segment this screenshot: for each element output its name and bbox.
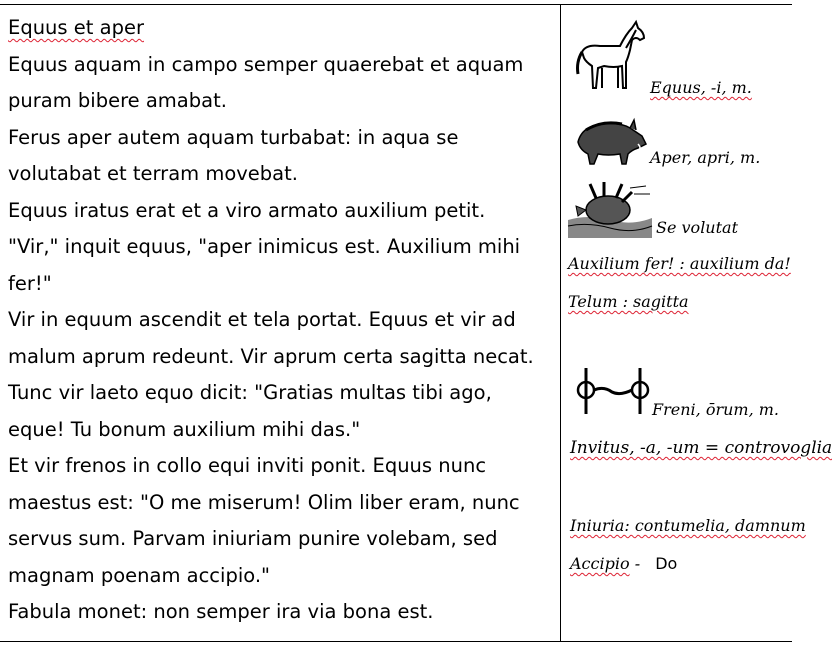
story-line: volutabat et terram movebat. xyxy=(8,162,298,185)
story-line: Equus aquam in campo semper quaerebat et aquam xyxy=(8,52,524,76)
story-line: fer!" xyxy=(8,271,52,295)
gloss-iniuria: Iniuria: contumelia, damnum xyxy=(570,516,806,535)
gloss-invitus: Invitus, -a, -um = controvoglia xyxy=(570,438,832,458)
story-body xyxy=(8,47,556,631)
gloss-equus: Equus, -i, m. xyxy=(650,78,752,97)
gloss-telum: Telum : sagitta xyxy=(568,292,689,311)
story-paragraph xyxy=(8,594,556,631)
story-line: magnam poenam accipio." xyxy=(8,563,270,587)
horse-icon xyxy=(574,16,648,96)
story-paragraph xyxy=(8,302,556,375)
story-paragraph xyxy=(8,193,556,230)
rolling-boar-icon xyxy=(568,180,652,238)
story-paragraph xyxy=(8,229,556,302)
story-line: Tunc vir laeto equo dicit: "Gratias multas tibi ago, xyxy=(8,381,492,404)
gloss-aper: Aper, apri, m. xyxy=(650,148,761,167)
story-line: Vir in equum ascendit et tela portat. Equus et vir ad xyxy=(8,308,516,331)
story-line: puram bibere amabat. xyxy=(8,89,227,112)
story-line: Et vir frenos in collo equi inviti ponit. Equus nunc xyxy=(8,454,487,477)
column-divider xyxy=(560,4,561,642)
story-title: Equus et aper xyxy=(8,16,144,39)
gloss-se-volutat: Se volutat xyxy=(656,218,739,237)
gloss-auxilium: Auxilium fer! : auxilium da! xyxy=(568,254,791,273)
story-line: Equus iratus erat et a viro armato auxilium petit. xyxy=(8,198,486,222)
story-line: maestus est: "O me miserum! Olim liber eram, nunc xyxy=(8,490,520,514)
story-line: Fabula monet: non semper ira via bona est. xyxy=(8,600,434,623)
story-paragraph xyxy=(8,47,556,120)
story-line: malum aprum redeunt. Vir aprum certa sagitta necat. xyxy=(8,344,534,368)
story-line: eque! Tu bonum auxilium mihi das." xyxy=(8,417,361,441)
story-line: Ferus aper autem aquam turbabat: in aqua se xyxy=(8,125,459,149)
gloss-freni: Freni, ōrum, m. xyxy=(652,400,779,419)
story-paragraph xyxy=(8,375,556,448)
glossary-column xyxy=(562,4,832,640)
story-line: "Vir," inquit equus, "aper inimicus est. Auxilium mihi xyxy=(8,235,521,258)
story-paragraph xyxy=(8,120,556,193)
gloss-accipio: Accipio - Do xyxy=(570,554,678,573)
horse-bit-icon xyxy=(576,360,652,420)
story-paragraph xyxy=(8,448,556,594)
story-text xyxy=(8,10,556,631)
story-line: servus sum. Parvam iniuriam punire volebam, sed xyxy=(8,527,498,550)
boar-icon xyxy=(572,114,648,170)
